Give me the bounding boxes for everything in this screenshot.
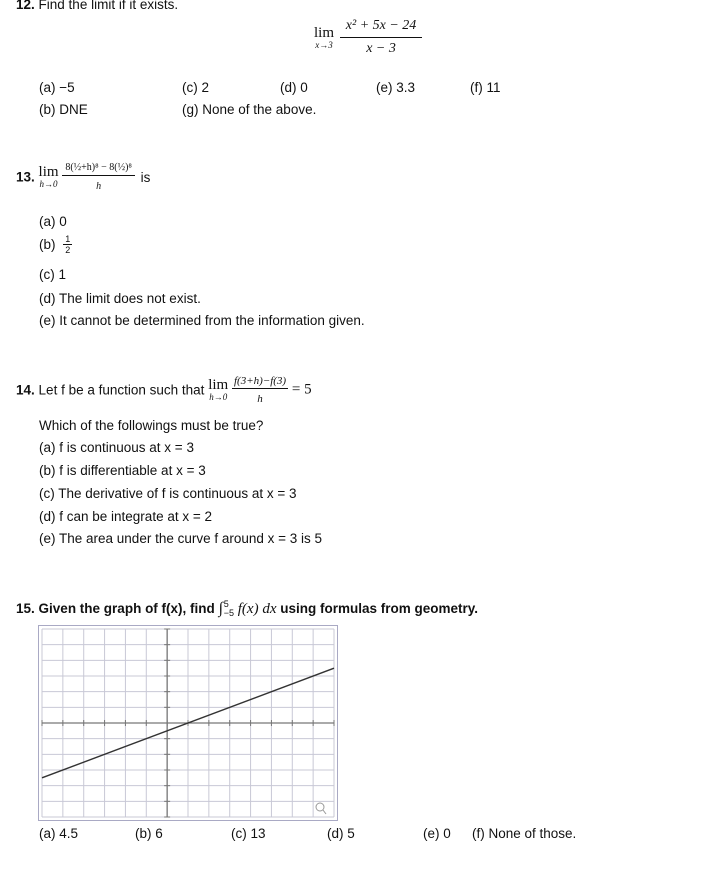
q14-option-e[interactable]: (e) The area under the curve f around x = 3 is 5	[39, 531, 323, 546]
q12-option-g[interactable]: (g) None of the above.	[182, 102, 317, 117]
q13-option-b[interactable]	[39, 234, 72, 255]
q15-option-d[interactable]: (d) 5	[327, 826, 355, 841]
q14-limit	[208, 378, 228, 402]
q14-lim-text: lim	[208, 377, 229, 393]
q12-prompt: Find the limit if it exists.	[38, 0, 179, 12]
q13-denominator: h	[96, 181, 102, 192]
q13-option-b-den: 2	[65, 245, 71, 255]
q14-equals: = 5	[291, 381, 312, 398]
q14-header	[16, 375, 312, 405]
q14-option-c[interactable]: (c) The derivative of f is continuous at x = 3	[39, 486, 297, 501]
q15-option-f[interactable]: (f) None of those.	[472, 826, 577, 841]
q12-option-f[interactable]: (f) 11	[470, 80, 501, 95]
q14-prompt: Let f be a function such that	[38, 382, 205, 398]
q14-option-b[interactable]: (b) f is differentiable at x = 3	[39, 463, 206, 478]
q14-fraction	[232, 375, 288, 405]
q15-option-c[interactable]: (c) 13	[231, 826, 266, 841]
q12-option-a[interactable]: (a) −5	[39, 80, 75, 95]
q12-numerator: x² + 5x − 24	[340, 18, 423, 38]
q15-option-a[interactable]: (a) 4.5	[39, 826, 79, 841]
q14-question: Which of the followings must be true?	[39, 418, 264, 433]
q13-header	[16, 162, 150, 192]
q13-fraction	[62, 162, 135, 192]
q15-number: 15.	[16, 601, 35, 616]
q15-prompt-start: Given the graph of f(x), find	[38, 601, 215, 616]
q12-option-c[interactable]: (c) 2	[182, 80, 209, 95]
q13-option-b-fraction	[63, 234, 72, 255]
q15-header	[16, 600, 478, 618]
q14-denominator: h	[257, 393, 263, 405]
q13-suffix: is	[140, 169, 151, 185]
q12-option-b[interactable]: (b) DNE	[39, 102, 88, 117]
q15-option-e[interactable]: (e) 0	[423, 826, 451, 841]
q13-option-d[interactable]: (d) The limit does not exist.	[39, 291, 201, 306]
q14-lim-sub: h→0	[209, 392, 228, 402]
q13-option-a[interactable]: (a) 0	[39, 214, 67, 229]
q12-lim-sub: x→3	[315, 39, 333, 50]
q14-option-a[interactable]: (a) f is continuous at x = 3	[39, 440, 194, 455]
q12-option-e[interactable]: (e) 3.3	[376, 80, 416, 95]
q15-upper-bound: 5	[223, 599, 229, 610]
q12-limit	[314, 26, 334, 50]
q15-integral-bounds	[224, 600, 234, 618]
q15-option-b[interactable]: (b) 6	[135, 826, 163, 841]
q13-lim-sub: h→0	[39, 179, 58, 189]
q14-numerator: f(3+h)−f(3)	[233, 375, 287, 387]
q15-integrand: f(x) dx	[237, 601, 277, 617]
q12-number: 12.	[16, 0, 35, 12]
q12-denominator: x − 3	[366, 41, 396, 56]
q15-integral-sign: ∫	[218, 600, 223, 617]
q12-fraction	[340, 18, 423, 57]
q12-option-d[interactable]: (d) 0	[280, 80, 308, 95]
function-graph	[38, 625, 338, 821]
q12-header	[16, 0, 178, 12]
q15-lower-bound: −5	[223, 608, 234, 619]
q14-number: 14.	[16, 382, 35, 398]
q13-number: 13.	[16, 169, 35, 185]
q12-lim-text: lim	[314, 24, 335, 41]
q12-expression	[314, 18, 422, 57]
q13-option-b-label: (b)	[39, 237, 56, 252]
q15-prompt-end: using formulas from geometry.	[280, 601, 479, 616]
q13-option-c[interactable]: (c) 1	[39, 267, 66, 282]
q13-lim-text: lim	[38, 164, 59, 180]
q13-option-b-num: 1	[65, 234, 71, 244]
q13-option-e[interactable]: (e) It cannot be determined from the information given.	[39, 313, 365, 328]
q13-limit	[39, 165, 59, 189]
q13-numerator: 8(½+h)⁸ − 8(½)⁸	[62, 162, 135, 176]
q14-option-d[interactable]: (d) f can be integrate at x = 2	[39, 509, 212, 524]
